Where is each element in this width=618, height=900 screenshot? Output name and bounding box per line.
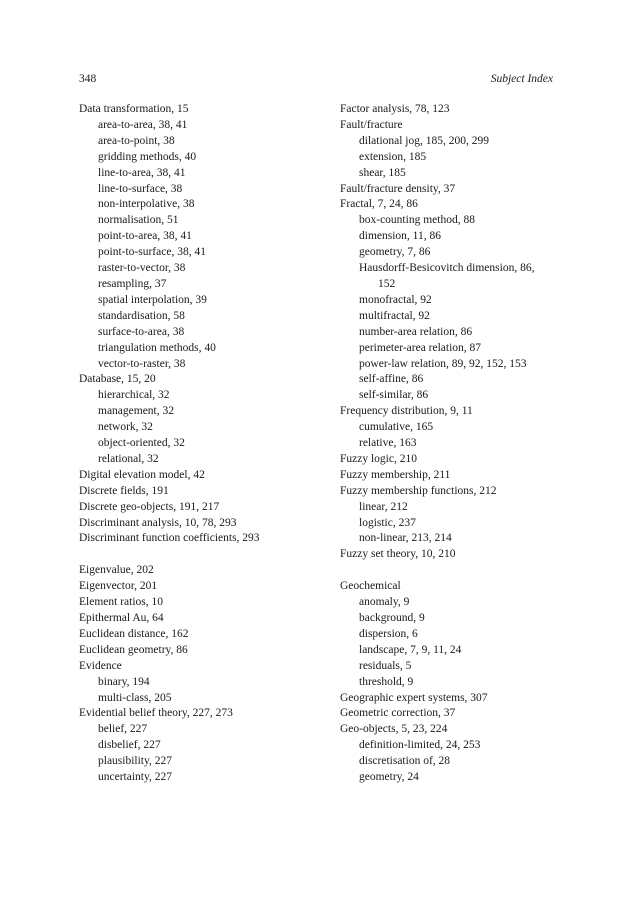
index-entry: Geographic expert systems, 307: [340, 691, 488, 704]
index-subentry: non-linear, 213, 214: [359, 532, 452, 545]
index-subentry: relational, 32: [98, 452, 159, 465]
index-subentry: linear, 212: [359, 500, 408, 513]
index-subentry: normalisation, 51: [98, 214, 179, 227]
index-subentry: management, 32: [98, 405, 175, 418]
index-subentry: monofractal, 92: [359, 293, 432, 306]
index-subentry: background, 9: [359, 611, 425, 624]
page-number: 348: [79, 73, 97, 85]
index-subentry: plausibility, 227: [98, 755, 173, 768]
index-subentry: landscape, 7, 9, 11, 24: [359, 643, 462, 656]
index-entry: Fuzzy set theory, 10, 210: [340, 548, 456, 561]
index-entry: Factor analysis, 78, 123: [340, 103, 450, 115]
index-subentry: logistic, 237: [359, 516, 416, 529]
index-entry: Eigenvector, 201: [79, 580, 158, 593]
index-subentry: multifractal, 92: [359, 309, 430, 322]
index-subentry: triangulation methods, 40: [98, 341, 216, 354]
index-entry: Database, 15, 20: [79, 373, 156, 386]
index-entry: Fault/fracture: [340, 118, 403, 131]
index-entry: Euclidean distance, 162: [79, 627, 189, 640]
index-subentry: surface-to-area, 38: [98, 325, 185, 338]
index-subentry: self-similar, 86: [359, 389, 429, 402]
index-subentry: area-to-area, 38, 41: [98, 118, 188, 131]
index-subentry: uncertainty, 227: [98, 771, 172, 784]
index-subentry: dilational jog, 185, 200, 299: [359, 134, 490, 147]
index-subentry: geometry, 7, 86: [359, 246, 431, 259]
index-subentry: disbelief, 227: [98, 739, 161, 752]
index-entry: Evidence: [79, 659, 122, 672]
index-subentry: cumulative, 165: [359, 421, 434, 434]
index-entry: Evidential belief theory, 227, 273: [79, 707, 233, 720]
index-entry: Fuzzy membership functions, 212: [340, 484, 497, 497]
index-subentry: perimeter-area relation, 87: [359, 341, 482, 354]
index-subentry: belief, 227: [98, 723, 148, 736]
index-subentry: extension, 185: [359, 150, 427, 163]
index-subentry: line-to-surface, 38: [98, 182, 183, 195]
index-subentry: raster-to-vector, 38: [98, 262, 186, 275]
index-subentry: line-to-area, 38, 41: [98, 166, 186, 179]
index-subentry: dimension, 11, 86: [359, 230, 441, 243]
index-entry: Fault/fracture density, 37: [340, 182, 456, 195]
index-entry: Fuzzy membership, 211: [340, 468, 451, 481]
index-subentry: discretisation of, 28: [359, 755, 451, 768]
index-subentry: self-affine, 86: [359, 373, 424, 386]
index-entry: Euclidean geometry, 86: [79, 643, 188, 656]
index-subentry: vector-to-raster, 38: [98, 357, 186, 370]
index-subentry: geometry, 24: [359, 771, 419, 784]
index-subentry: spatial interpolation, 39: [98, 293, 207, 306]
index-column-right: [340, 102, 555, 786]
index-entry: Discriminant analysis, 10, 78, 293: [79, 516, 237, 529]
index-subentry: number-area relation, 86: [359, 325, 473, 338]
index-entry: Data transformation, 15: [79, 103, 189, 115]
index-entry: Discrete fields, 191: [79, 484, 169, 497]
index-subentry: residuals, 5: [359, 659, 412, 672]
index-subentry: area-to-point, 38: [98, 134, 175, 147]
index-subentry: shear, 185: [359, 166, 406, 179]
index-subentry: box-counting method, 88: [359, 214, 475, 227]
index-column-left: [79, 102, 329, 786]
index-entry: Digital elevation model, 42: [79, 468, 205, 481]
index-entry: Eigenvalue, 202: [79, 564, 154, 577]
index-entry: Element ratios, 10: [79, 596, 163, 609]
index-entry: Geo-objects, 5, 23, 224: [340, 723, 448, 736]
index-entry: Frequency distribution, 9, 11: [340, 405, 473, 418]
index-entry: Geochemical: [340, 580, 401, 593]
index-entry: Epithermal Au, 64: [79, 611, 164, 624]
index-subentry: definition-limited, 24, 253: [359, 739, 481, 752]
index-entry: Discriminant function coefficients, 293: [79, 532, 260, 545]
index-subentry: binary, 194: [98, 675, 150, 688]
index-subentry: Hausdorff-Besicovitch dimension, 86,: [359, 262, 535, 275]
index-subentry: resampling, 37: [98, 277, 167, 290]
index-subentry: standardisation, 58: [98, 309, 185, 322]
index-subentry: gridding methods, 40: [98, 150, 197, 163]
running-title: Subject Index: [490, 73, 553, 85]
index-entry: Fractal, 7, 24, 86: [340, 198, 418, 211]
index-subentry: point-to-area, 38, 41: [98, 230, 192, 243]
index-entry: Geometric correction, 37: [340, 707, 456, 720]
index-subentry: point-to-surface, 38, 41: [98, 246, 206, 259]
index-subentry: anomaly, 9: [359, 596, 410, 609]
index-subentry: threshold, 9: [359, 675, 414, 688]
index-entry: Fuzzy logic, 210: [340, 452, 417, 465]
index-subentry: non-interpolative, 38: [98, 198, 195, 211]
index-entry-continuation: 152: [378, 277, 396, 290]
index-entry: Discrete geo-objects, 191, 217: [79, 500, 220, 513]
index-subentry: relative, 163: [359, 437, 417, 450]
index-subentry: power-law relation, 89, 92, 152, 153: [359, 357, 527, 370]
page-header: [79, 71, 553, 87]
index-subentry: dispersion, 6: [359, 627, 418, 640]
index-subentry: hierarchical, 32: [98, 389, 170, 402]
index-subentry: network, 32: [98, 421, 153, 434]
index-subentry: multi-class, 205: [98, 691, 172, 704]
index-subentry: object-oriented, 32: [98, 437, 185, 450]
